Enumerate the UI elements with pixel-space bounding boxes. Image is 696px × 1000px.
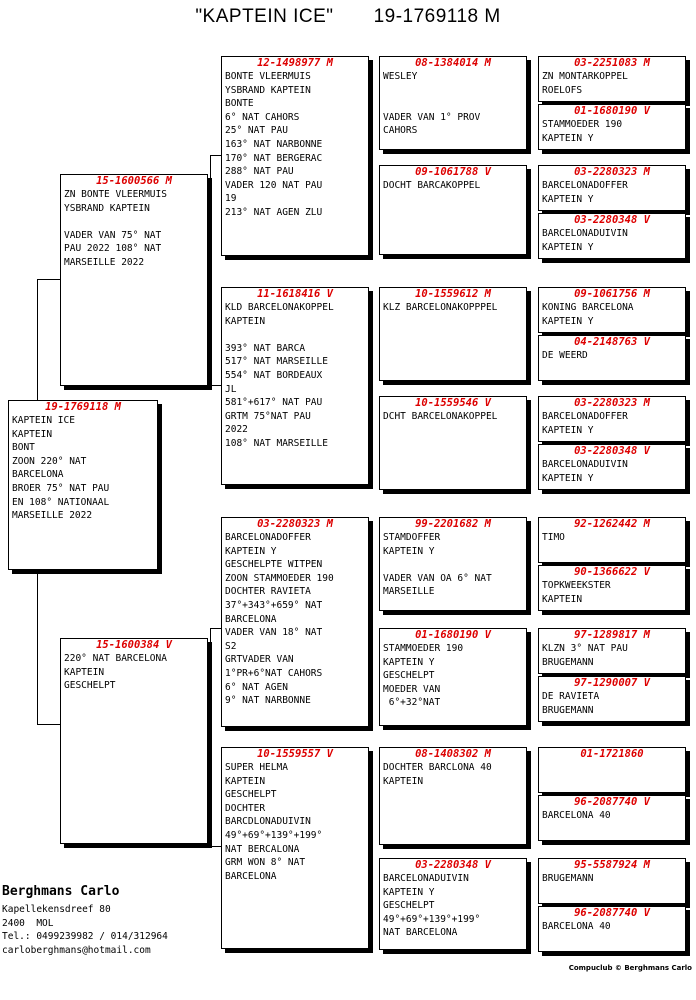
description-line: MOEDER VAN: [383, 683, 441, 695]
description-line: GRTVADER VAN: [225, 654, 294, 666]
pigeon-description: [380, 761, 526, 788]
ring-number: 08-1408302 M: [415, 748, 491, 760]
description-line: BONTE: [225, 98, 254, 110]
pigeon-description: [380, 179, 526, 193]
pigeon-card-gen3: [379, 628, 527, 726]
pigeon-description: [539, 227, 685, 254]
description-line: BARCDLONADUIVIN: [225, 816, 311, 828]
description-line: 213° NAT AGEN ZLU: [225, 206, 323, 218]
pigeon-card-gen4: [538, 565, 686, 611]
pigeon-description: [61, 188, 207, 270]
description-line: TOPKWEEKSTER: [542, 580, 611, 591]
description-line: MARSEILLE 2022: [12, 510, 93, 522]
description-line: BARCELONADOFFER: [225, 532, 311, 543]
description-line: BARCELONA 40: [542, 921, 611, 932]
description-line: BARCELONADUIVIN: [383, 873, 469, 884]
pigeon-card-subject: [8, 400, 158, 570]
ring-number: 99-2201682 M: [415, 518, 491, 530]
footer-credit: Compuclub © Berghmans Carlo: [568, 964, 692, 972]
pigeon-card-dam: [60, 638, 208, 844]
description-line: 517° NAT MARSEILLE: [225, 356, 328, 368]
pigeon-card-grandsire-paternal: [221, 56, 369, 256]
description-line: MARSEILLE: [383, 586, 435, 598]
pigeon-card-gen3: [379, 747, 527, 845]
ring-number: 03-2280323 M: [574, 397, 650, 409]
description-line: 163° NAT NARBONNE: [225, 138, 323, 150]
description-line: 37°+343°+659° NAT: [225, 599, 323, 611]
description-line: 25° NAT PAU: [225, 125, 288, 137]
pigeon-card-gen4: [538, 676, 686, 722]
description-line: 9° NAT NARBONNE: [225, 695, 311, 707]
page-title: [0, 6, 696, 28]
description-line: KAPTEIN Y: [542, 241, 594, 253]
description-line: KAPTEIN Y: [383, 886, 435, 898]
ring-number: 03-2280348 V: [574, 445, 650, 457]
description-line: 6° NAT AGEN: [225, 681, 288, 693]
description-line: PAU 2022 108° NAT: [64, 243, 162, 255]
ring-number: 90-1366622 V: [574, 566, 650, 578]
description-line: 2022: [225, 424, 248, 436]
description-line: EN 108° NATIONAAL: [12, 496, 110, 508]
pigeon-card-gen4: [538, 517, 686, 563]
ring-number: 10-1559546 V: [415, 397, 491, 409]
pigeon-card-gen4: [538, 747, 686, 793]
owner-city: 2400 MOL: [2, 917, 54, 929]
ring-number: 03-2251083 M: [574, 57, 650, 69]
ring-number: 92-1262442 M: [574, 518, 650, 530]
pigeon-description: [539, 642, 685, 669]
description-line: STAMMOEDER 190: [542, 119, 623, 130]
connector: [210, 846, 221, 847]
description-line: 554° NAT BORDEAUX: [225, 369, 323, 381]
description-line: KAPTEIN Y: [383, 656, 435, 668]
pigeon-description: [380, 872, 526, 940]
description-line: BRUGEMANN: [542, 873, 594, 884]
pigeon-description: [222, 531, 368, 708]
description-line: KAPTEIN Y: [542, 472, 594, 484]
pigeon-description: [539, 179, 685, 206]
ring-number: 96-2087740 V: [574, 907, 650, 919]
description-line: VADER VAN 18° NAT: [225, 627, 323, 639]
description-line: KAPTEIN: [542, 593, 583, 605]
pigeon-card-gen4: [538, 56, 686, 102]
description-line: S2: [225, 640, 237, 652]
description-line: KAPTEIN Y: [542, 132, 594, 144]
pigeon-description: [539, 809, 685, 823]
description-line: DOCHTER: [225, 802, 266, 814]
description-line: 49°+69°+139°+199°: [225, 829, 323, 841]
description-line: 1°PR+6°NAT CAHORS: [225, 667, 323, 679]
description-line: ZN MONTARKOPPEL: [542, 71, 628, 82]
description-line: 6° NAT CAHORS: [225, 111, 300, 123]
pigeon-description: [539, 579, 685, 606]
description-line: YSBRAND KAPTEIN: [225, 84, 311, 96]
description-line: VADER VAN 75° NAT: [64, 229, 162, 241]
description-line: KAPTEIN ICE: [12, 415, 75, 426]
pigeon-card-gen4: [538, 396, 686, 442]
description-line: SUPER HELMA: [225, 762, 288, 773]
pigeon-description: [380, 70, 526, 138]
description-line: BARCELONADOFFER: [542, 180, 628, 191]
ring-number: 12-1498977 M: [257, 57, 333, 69]
ring-number: 03-2280323 M: [257, 518, 333, 530]
connector: [210, 628, 211, 846]
pigeon-description: [539, 70, 685, 97]
pigeon-card-gen3: [379, 287, 527, 381]
ring-number: 01-1721860: [580, 748, 644, 760]
ring-number: 01-1680190 V: [574, 105, 650, 117]
ring-number: 96-2087740 V: [574, 796, 650, 808]
description-line: GRTM 75°NAT PAU: [225, 410, 311, 422]
description-line: [383, 97, 522, 111]
ring-number: 09-1061788 V: [415, 166, 491, 178]
description-line: KAPTEIN Y: [542, 315, 594, 327]
connector: [210, 385, 221, 386]
ring-number: 10-1559557 V: [257, 748, 333, 760]
pigeon-description: [380, 410, 526, 424]
pigeon-description: [61, 652, 207, 693]
owner-street: Kapellekensdreef 80: [2, 904, 111, 915]
description-line: KAPTEIN: [225, 315, 266, 327]
ring-number: 09-1061756 M: [574, 288, 650, 300]
description-line: KAPTEIN Y: [542, 193, 594, 205]
description-line: DOCHTER BARCLONA 40: [383, 762, 492, 773]
ring-number: 04-2148763 V: [574, 336, 650, 348]
description-line: VADER 120 NAT PAU: [225, 179, 323, 191]
pigeon-description: [9, 414, 157, 523]
description-line: JL: [225, 383, 237, 395]
ring-number: 97-1289817 M: [574, 629, 650, 641]
description-line: KAPTEIN: [225, 775, 266, 787]
description-line: ROELOFS: [542, 84, 583, 96]
pigeon-card-gen3: [379, 56, 527, 150]
description-line: DE WEERD: [542, 350, 588, 361]
description-line: MARSEILLE 2022: [64, 256, 145, 268]
pigeon-description: [539, 690, 685, 717]
pigeon-card-gen4: [538, 628, 686, 674]
description-line: KAPTEIN: [383, 775, 424, 787]
description-line: 170° NAT BERGERAC: [225, 152, 323, 164]
description-line: ZN BONTE VLEERMUIS: [64, 189, 167, 200]
pigeon-description: [380, 301, 526, 315]
description-line: 19: [225, 193, 237, 205]
description-line: [383, 84, 522, 98]
description-line: KAPTEIN Y: [383, 545, 435, 557]
pigeon-card-granddam-maternal: [221, 747, 369, 949]
owner-email[interactable]: carloberghmans@hotmail.com: [2, 944, 151, 956]
title-ring: 19-1769118 M: [373, 6, 501, 27]
pigeon-description: [539, 301, 685, 328]
description-line: KLZ BARCELONAKOPPPEL: [383, 302, 498, 313]
ring-number: 03-2280323 M: [574, 166, 650, 178]
description-line: BARCELONADUIVIN: [542, 228, 628, 239]
description-line: 6°+32°NAT: [383, 697, 441, 709]
description-line: [383, 558, 522, 572]
pigeon-description: [222, 301, 368, 451]
description-line: DOCHTER RAVIETA: [225, 586, 311, 598]
pigeon-description: [539, 531, 685, 545]
description-line: GRM WON 8° NAT: [225, 857, 306, 869]
pigeon-card-gen3: [379, 517, 527, 611]
description-line: BARCELONADOFFER: [542, 411, 628, 422]
description-line: KAPTEIN Y: [542, 424, 594, 436]
ring-number: 19-1769118 M: [45, 401, 121, 413]
pigeon-card-gen3: [379, 396, 527, 490]
pigeon-card-granddam-paternal: [221, 287, 369, 485]
pigeon-card-gen3: [379, 165, 527, 255]
title-name: "KAPTEIN ICE": [195, 6, 334, 27]
description-line: 581°+617° NAT PAU: [225, 397, 323, 409]
pigeon-description: [539, 920, 685, 934]
connector: [210, 155, 221, 156]
description-line: BONTE VLEERMUIS: [225, 71, 311, 82]
description-line: [64, 215, 203, 229]
description-line: GESCHELPTE WITPEN: [225, 559, 323, 571]
owner-name: Berghmans Carlo: [2, 884, 120, 899]
description-line: TIMO: [542, 532, 565, 543]
ring-number: 08-1384014 M: [415, 57, 491, 69]
ring-number: 03-2280348 V: [574, 214, 650, 226]
description-line: GESCHELPT: [225, 789, 277, 801]
description-line: KLD BARCELONAKOPPEL: [225, 302, 334, 313]
pigeon-card-gen4: [538, 213, 686, 259]
description-line: BARCELONA 40: [542, 810, 611, 821]
description-line: DCHT BARCELONAKOPPEL: [383, 411, 498, 422]
ring-number: 15-1600384 V: [96, 639, 172, 651]
description-line: NAT BERCALONA: [225, 843, 300, 855]
pigeon-description: [539, 118, 685, 145]
ring-number: 11-1618416 V: [257, 288, 333, 300]
description-line: BRUGEMANN: [542, 704, 594, 716]
description-line: BARCELONA: [225, 870, 277, 882]
pigeon-card-gen4: [538, 906, 686, 952]
pigeon-card-gen4: [538, 444, 686, 490]
pigeon-description: [539, 872, 685, 886]
description-line: KAPTEIN: [64, 666, 105, 678]
description-line: KAPTEIN Y: [225, 545, 277, 557]
pigeon-description: [380, 531, 526, 599]
connector: [210, 155, 211, 385]
pigeon-card-gen4: [538, 858, 686, 904]
description-line: 49°+69°+139°+199°: [383, 913, 481, 925]
pigeon-card-gen4: [538, 165, 686, 211]
connector: [37, 724, 60, 725]
description-line: [225, 328, 364, 342]
description-line: GESCHELPT: [383, 900, 435, 912]
description-line: BONT: [12, 442, 35, 454]
description-line: 220° NAT BARCELONA: [64, 653, 167, 664]
ring-number: 95-5587924 M: [574, 859, 650, 871]
description-line: BROER 75° NAT PAU: [12, 482, 110, 494]
description-line: 288° NAT PAU: [225, 166, 294, 178]
description-line: DOCHT BARCAKOPPEL: [383, 180, 481, 191]
description-line: GESCHELPT: [383, 670, 435, 682]
description-line: 393° NAT BARCA: [225, 342, 306, 354]
pigeon-description: [539, 410, 685, 437]
pigeon-description: [380, 642, 526, 710]
pigeon-card-gen4: [538, 104, 686, 150]
description-line: NAT BARCELONA: [383, 927, 458, 939]
description-line: DE RAVIETA: [542, 691, 600, 702]
pigeon-card-gen4: [538, 335, 686, 381]
owner-block: [2, 884, 168, 957]
pigeon-card-sire: [60, 174, 208, 386]
owner-phone: Tel.: 0499239982 / 014/312964: [2, 931, 168, 943]
description-line: KAPTEIN: [12, 428, 53, 440]
description-line: YSBRAND KAPTEIN: [64, 202, 150, 214]
description-line: STAMDOFFER: [383, 532, 441, 543]
description-line: VADER VAN OA 6° NAT: [383, 572, 492, 584]
pigeon-card-gen4: [538, 287, 686, 333]
description-line: VADER VAN 1° PROV: [383, 111, 481, 123]
pigeon-description: [539, 349, 685, 363]
description-line: BARCELONA: [12, 469, 64, 481]
ring-number: 15-1600566 M: [96, 175, 172, 187]
pigeon-card-grandsire-maternal: [221, 517, 369, 727]
pigeon-description: [539, 458, 685, 485]
description-line: ZOON 220° NAT: [12, 455, 87, 467]
ring-number: 97-1290007 V: [574, 677, 650, 689]
description-line: 108° NAT MARSEILLE: [225, 437, 328, 449]
ring-number: 10-1559612 M: [415, 288, 491, 300]
description-line: KLZN 3° NAT PAU: [542, 643, 628, 654]
pigeon-description: [222, 761, 368, 883]
pigeon-description: [222, 70, 368, 220]
description-line: CAHORS: [383, 125, 418, 137]
ring-number: 03-2280348 V: [415, 859, 491, 871]
ring-number: 01-1680190 V: [415, 629, 491, 641]
description-line: ZOON STAMMOEDER 190: [225, 572, 334, 584]
connector: [210, 628, 221, 629]
description-line: BRUGEMANN: [542, 656, 594, 668]
pigeon-card-gen4: [538, 795, 686, 841]
description-line: BARCELONADUIVIN: [542, 459, 628, 470]
description-line: KONING BARCELONA: [542, 302, 634, 313]
description-line: STAMMOEDER 190: [383, 643, 464, 654]
description-line: WESLEY: [383, 71, 418, 82]
connector: [37, 279, 60, 280]
description-line: GESCHELPT: [64, 680, 116, 692]
pigeon-card-gen3: [379, 858, 527, 950]
description-line: BARCELONA: [225, 613, 277, 625]
